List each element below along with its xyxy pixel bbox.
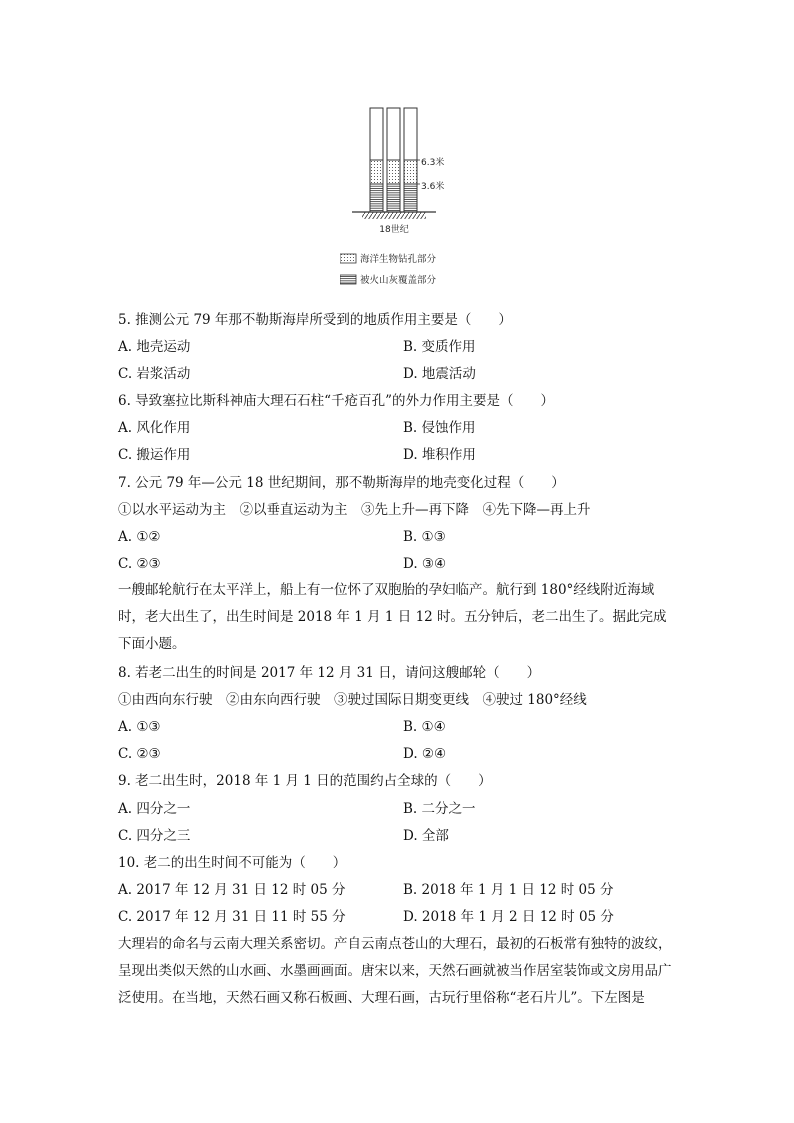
passage-marble: 大理岩的命名与云南大理关系密切。产自云南点苍山的大理石，最初的石板常有独特的波纹，呈现出类似天然的山水画、水墨画画面。唐宋以来，天然石画就被当作居室装饰或文房用品广泛使用。在当地，天然石画又称石板画、大理石画，古玩行里俗称“老石片儿”。下左图是 bbox=[118, 936, 672, 1006]
column-right bbox=[404, 108, 417, 212]
question-9-option-c: C. 四分之三 bbox=[118, 828, 191, 844]
question-8-statements: ①由西向东行驶 ②由东向西行驶 ③驶过国际日期变更线 ④驶过 180°经线 bbox=[118, 692, 587, 708]
question-7-option-d: D. ③④ bbox=[403, 556, 447, 572]
question-8-option-b: B. ①④ bbox=[403, 719, 446, 735]
question-8-option-c: C. ②③ bbox=[118, 746, 161, 762]
question-5-option-b: B. 变质作用 bbox=[403, 339, 476, 355]
column-diagram bbox=[340, 100, 480, 290]
question-9-stem: 9. 老二出生时，2018 年 1 月 1 日的范围约占全球的（ ） bbox=[118, 773, 492, 789]
question-5-stem: 5. 推测公元 79 年那不勒斯海岸所受到的地质作用主要是（ ） bbox=[118, 312, 512, 328]
legend bbox=[340, 253, 437, 286]
question-10-option-d: D. 2018 年 1 月 2 日 12 时 05 分 bbox=[403, 909, 614, 925]
ground-hatch bbox=[362, 212, 426, 219]
figure-caption: 18世纪 bbox=[379, 225, 409, 235]
column-left bbox=[370, 108, 383, 212]
legend-swatch-stripes bbox=[340, 275, 356, 284]
question-9-option-a: A. 四分之一 bbox=[118, 801, 191, 817]
question-10-option-a: A. 2017 年 12 月 31 日 12 时 05 分 bbox=[118, 882, 346, 898]
question-5-option-a: A. 地壳运动 bbox=[118, 339, 191, 355]
passage-cruise-ship: 一艘邮轮航行在太平洋上，船上有一位怀了双胞胎的孕妇临产。航行到 180°经线附近海域时，老大出生了，出生时间是 2018 年 1 月 1 日 12 时。五分钟后，老二出生了。据此完成下面小题。 bbox=[118, 582, 667, 652]
question-8-option-a: A. ①③ bbox=[118, 719, 161, 735]
question-6-option-a: A. 风化作用 bbox=[118, 420, 191, 436]
question-7-option-a: A. ①② bbox=[118, 529, 161, 545]
question-8-stem: 8. 若老二出生的时间是 2017 年 12 月 31 日，请问这艘邮轮（ ） bbox=[118, 665, 541, 681]
legend-label-stripes: 被火山灰覆盖部分 bbox=[360, 275, 437, 286]
question-10-option-b: B. 2018 年 1 月 1 日 12 时 05 分 bbox=[403, 882, 614, 898]
question-10-option-c: C. 2017 年 12 月 31 日 11 时 55 分 bbox=[118, 909, 346, 925]
question-9-option-b: B. 二分之一 bbox=[403, 801, 476, 817]
question-6-stem: 6. 导致塞拉比斯科神庙大理石石柱“千疮百孔”的外力作用主要是（ ） bbox=[118, 393, 554, 409]
height-label-upper: 6.3米 bbox=[421, 158, 445, 168]
legend-label-dots: 海洋生物钻孔部分 bbox=[360, 254, 437, 265]
column-middle bbox=[387, 108, 400, 212]
question-7-option-b: B. ①③ bbox=[403, 529, 446, 545]
question-5-option-c: C. 岩浆活动 bbox=[118, 366, 191, 382]
question-5-option-d: D. 地震活动 bbox=[403, 366, 476, 382]
question-7-option-c: C. ②③ bbox=[118, 556, 161, 572]
legend-swatch-dots bbox=[340, 254, 356, 263]
question-10-stem: 10. 老二的出生时间不可能为（ ） bbox=[118, 855, 347, 871]
question-6-option-d: D. 堆积作用 bbox=[403, 447, 476, 463]
question-6-option-b: B. 侵蚀作用 bbox=[403, 420, 476, 436]
question-7-stem: 7. 公元 79 年—公元 18 世纪期间，那不勒斯海岸的地壳变化过程（ ） bbox=[118, 475, 565, 491]
question-8-option-d: D. ②④ bbox=[403, 746, 447, 762]
question-6-option-c: C. 搬运作用 bbox=[118, 447, 191, 463]
height-label-lower: 3.6米 bbox=[421, 182, 445, 192]
question-9-option-d: D. 全部 bbox=[403, 828, 449, 844]
question-7-statements: ①以水平运动为主 ②以垂直运动为主 ③先上升—再下降 ④先下降—再上升 bbox=[118, 502, 591, 518]
